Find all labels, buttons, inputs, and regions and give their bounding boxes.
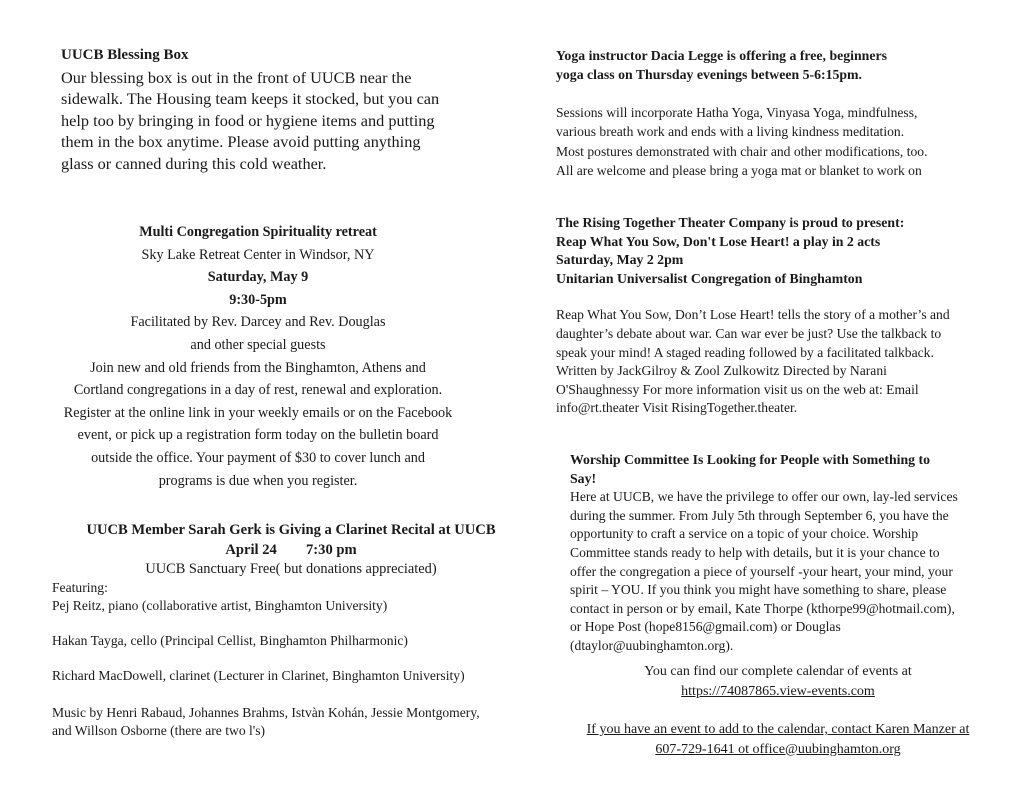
recital-venue: UUCB Sanctuary Free( but donations appreciated)	[145, 561, 437, 577]
text-line: All are welcome and please bring a yoga mat or blanket to work on	[556, 163, 922, 179]
retreat-section	[30, 221, 486, 492]
theater-section	[556, 214, 950, 418]
retreat-location: Sky Lake Retreat Center in Windsor, NY	[141, 246, 375, 263]
add-event-text: If you have an event to add to the calendar, contact Karen Manzer at	[586, 722, 970, 738]
text-line: event, or pick up a registration form today on the bulletin board	[77, 427, 439, 444]
calendar-link[interactable]: https://74087865.view-events.com	[681, 683, 875, 699]
text-line: glass or canned during this cold weather.	[61, 153, 327, 173]
worship-title: Worship Committee Is Looking for People with Something to	[570, 452, 930, 467]
text-line: contact in person or by email, Kate Thorpe (kthorpe99@hotmail.com),	[570, 600, 955, 616]
theater-title: The Rising Together Theater Company is proud to present:	[556, 215, 905, 230]
text-line: Our blessing box is out in the front of UUCB near the	[61, 67, 412, 87]
theater-date: Saturday, May 2 2pm	[556, 252, 684, 268]
text-line: Register at the online link in your weekly emails or on the Facebook	[63, 404, 453, 421]
add-event-contact[interactable]: 607-729-1641 ot office@uubinghamton.org	[655, 741, 901, 757]
text-line: outside the office. Your payment of $30 to cover lunch and	[91, 449, 425, 466]
recital-date-time: April 24 7:30 pm	[225, 541, 357, 558]
text-line: Sessions will incorporate Hatha Yoga, Vinyasa Yoga, mindfulness,	[556, 104, 918, 120]
text-line: and Willson Osborne (there are two l's)	[52, 723, 266, 738]
text-line: Facilitated by Rev. Darcey and Rev. Douglas	[130, 314, 386, 331]
yoga-title: Yoga instructor Dacia Legge is offering a free, beginners	[556, 48, 887, 63]
worship-section	[570, 451, 958, 656]
text-line: O'Shaughnessy For more information visit us on the web at: Email	[556, 381, 919, 397]
yoga-section	[556, 46, 928, 180]
text-line: during the summer. From July 5th through September 6, you have the	[570, 507, 949, 523]
worship-title: Say!	[570, 470, 597, 486]
theater-venue: Unitarian Universalist Congregation of Binghamton	[556, 270, 863, 286]
retreat-time: 9:30-5pm	[229, 291, 287, 308]
text-line: Most postures demonstrated with chair and other modifications, too.	[556, 143, 928, 159]
blessing-box-title: UUCB Blessing Box	[61, 47, 189, 63]
text-line: Written by JackGilroy & Zool Zulkowitz Directed by Narani	[556, 363, 887, 379]
text-line: offer the congregation a piece of yourself -your heart, your mind, your	[570, 563, 953, 579]
calendar-section	[555, 662, 1001, 759]
text-line: sidewalk. The Housing team keeps it stocked, but you can	[61, 89, 440, 109]
retreat-title: Multi Congregation Spirituality retreat	[139, 224, 377, 240]
text-line: (dtaylor@uubinghamton.org).	[570, 637, 734, 653]
recital-section	[52, 521, 530, 740]
text-line: Join new and old friends from the Binghamton, Athens and	[90, 359, 426, 376]
text-line: programs is due when you register.	[158, 472, 358, 489]
featuring-label: Featuring:	[52, 580, 108, 595]
text-line: and other special guests	[190, 336, 326, 353]
text-line: spirit – YOU. If you think you might have something to share, please	[570, 582, 947, 598]
performer: Richard MacDowell, clarinet (Lecturer in Clarinet, Binghamton University)	[52, 668, 465, 683]
text-line: Reap What You Sow, Don’t Lose Heart! tells the story of a mother’s and	[556, 307, 950, 323]
text-line: opportunity to craft a service on a topic of your choice. Worship	[570, 526, 919, 542]
recital-title: UUCB Member Sarah Gerk is Giving a Clarinet Recital at UUCB	[86, 522, 496, 538]
text-line: help too by bringing in food or hygiene items and putting	[61, 110, 435, 130]
text-line: Committee stands ready to help with details, but it is your chance to	[570, 544, 940, 560]
text-line: Here at UUCB, we have the privilege to offer our own, lay-led services	[570, 489, 958, 505]
theater-title: Reap What You Sow, Don't Lose Heart! a play in 2 acts	[556, 233, 881, 249]
text-line: Cortland congregations in a day of rest, renewal and exploration.	[73, 382, 443, 399]
performer: Hakan Tayga, cello (Principal Cellist, Binghamton Philharmonic)	[52, 633, 408, 648]
blessing-box-section	[61, 45, 439, 175]
performer: Pej Reitz, piano (collaborative artist, Binghamton University)	[52, 598, 388, 613]
calendar-text: You can find our complete calendar of events at	[644, 664, 912, 679]
text-line: Music by Henri Rabaud, Johannes Brahms, Istvàn Kohán, Jessie Montgomery,	[52, 705, 480, 720]
text-line: or Hope Post (hope8156@gmail.com) or Douglas	[570, 619, 841, 635]
text-line: info@rt.theater Visit RisingTogether.theater.	[556, 400, 798, 416]
text-line: speak your mind! A staged reading followed by a facilitated talkback.	[556, 344, 934, 360]
yoga-title: yoga class on Thursday evenings between 5-6:15pm.	[556, 67, 862, 83]
text-line: them in the box anytime. Please avoid putting anything	[61, 132, 421, 152]
text-line: daughter’s debate about war. Can war ever be just? Use the talkback to	[556, 325, 942, 341]
retreat-date: Saturday, May 9	[207, 269, 309, 286]
text-line: various breath work and ends with a living kindness meditation.	[556, 124, 905, 140]
